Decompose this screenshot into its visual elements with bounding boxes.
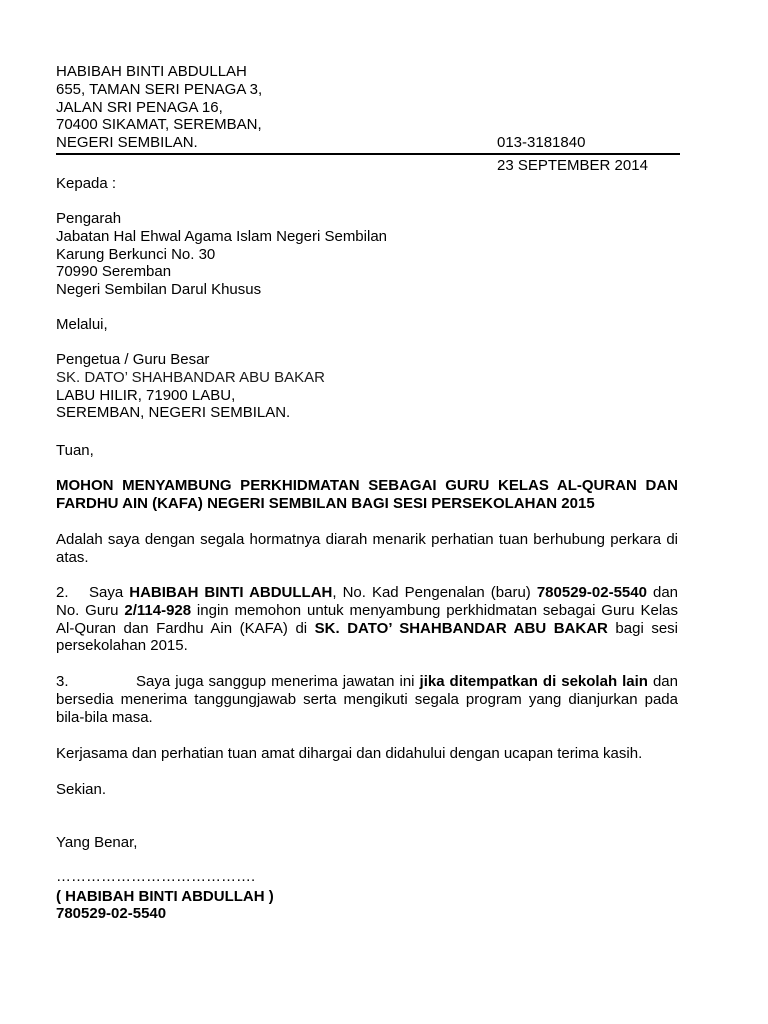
paragraph-3 — [56, 673, 678, 726]
salutation: Tuan, — [56, 442, 94, 459]
sender-address-block — [56, 63, 262, 152]
recipient-line: Negeri Sembilan Darul Khusus — [56, 281, 262, 299]
teacher-number: 2/114-928 — [124, 601, 192, 619]
sender-address-line: 655, TAMAN SERI PENAGA 3, — [56, 80, 263, 98]
paragraph-text: dan bersedia menerima tanggungjawab serta mengikuti segala program yang dianjurkan pada bila-bila masa. — [56, 673, 678, 726]
closing: Sekian. — [56, 781, 107, 798]
recipient-line: 70990 Seremban — [56, 263, 172, 281]
emphasis-text: jika ditempatkan di sekolah lain — [419, 673, 648, 690]
paragraph-number: 3. — [56, 673, 69, 690]
paragraph-text: , No. Kad Pengenalan (baru) — [332, 584, 537, 601]
sender-phone: 013-3181840 — [497, 134, 586, 151]
via-line: Pengetua / Guru Besar — [56, 351, 210, 368]
signature-name: ( HABIBAH BINTI ABDULLAH ) — [56, 888, 274, 905]
paragraph-4: Kerjasama dan perhatian tuan amat dihargai dan didahului dengan ucapan terima kasih. — [56, 745, 643, 762]
recipient-label: Kepada : — [56, 175, 117, 192]
recipient-line: Karung Berkunci No. 30 — [56, 245, 216, 263]
paragraph-text: ingin memohon untuk menyambung perkhidmatan sebagai Guru Kelas Al-Quran dan Fardhu Ain (KAFA) di — [56, 601, 678, 637]
subject-heading: MOHON MENYAMBUNG PERKHIDMATAN SEBAGAI GURU KELAS AL-QURAN DAN FARDHU AIN (KAFA) NEGERI SEMBILAN BAGI SESI PERSEKOLAHAN 2015 — [56, 477, 678, 512]
ic-number: 780529-02-5540 — [536, 584, 647, 601]
paragraph-number: 2. — [56, 584, 69, 601]
sender-address-line: 70400 SIKAMAT, SEREMBAN, — [56, 116, 262, 134]
sender-address-line: JALAN SRI PENAGA 16, — [56, 98, 223, 116]
via-label: Melalui, — [56, 316, 108, 333]
applicant-name: HABIBAH BINTI ABDULLAH — [129, 584, 333, 601]
paragraph-text: bagi sesi persekolahan 2015. — [56, 619, 678, 655]
school-name: SK. DATO’ SHAHBANDAR ABU BAKAR — [314, 619, 608, 637]
via-line: SEREMBAN, NEGERI SEMBILAN. — [56, 404, 291, 422]
header-rule — [56, 153, 680, 155]
letter-date: 23 SEPTEMBER 2014 — [497, 157, 648, 174]
sender-name: HABIBAH BINTI ABDULLAH — [56, 63, 247, 80]
via-line: SK. DATO’ SHAHBANDAR ABU BAKAR — [56, 368, 325, 386]
signature-line: …………………………………. — [56, 868, 256, 885]
paragraph-2 — [56, 584, 678, 655]
via-address-block — [56, 351, 325, 422]
recipient-line: Pengarah — [56, 210, 122, 227]
recipient-line: Jabatan Hal Ehwal Agama Islam Negeri Sembilan — [56, 227, 388, 245]
paragraph-1: Adalah saya dengan segala hormatnya diarah menarik perhatian tuan berhubung perkara di atas. — [56, 531, 678, 566]
paragraph-text: Saya juga sanggup menerima jawatan ini — [136, 673, 420, 690]
recipient-address-block — [56, 210, 387, 299]
signature-ic: 780529-02-5540 — [56, 905, 167, 922]
sender-address-line: NEGERI SEMBILAN. — [56, 134, 198, 152]
paragraph-text: dan No. Guru — [56, 584, 679, 619]
paragraph-text: Saya — [89, 584, 130, 601]
sign-off: Yang Benar, — [56, 834, 138, 851]
via-line: LABU HILIR, 71900 LABU, — [56, 386, 236, 404]
